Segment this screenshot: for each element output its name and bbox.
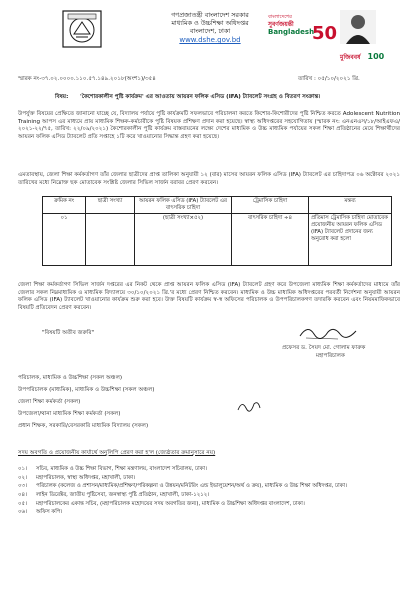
copy-heading: সদয় অবগতি ও প্রয়োজনীয় কার্যার্থে অনুলিপি প্রেরণ করা হ'ল (জ্যেষ্ঠতার ক্রমানুসারে নয়) <box>18 450 216 456</box>
urgent-note: "বিষয়টি অতীব জরুরি" <box>42 330 95 336</box>
table-header-serial: ক্রমিক নং <box>43 197 86 214</box>
list-item-text: লাইন ডিরেক্টর, জাতীয় পুষ্টিসেবা, জনস্বাস্থ্য পুষ্টি প্রতিষ্ঠান, মহাখালী, ঢাকা-১২১২। <box>36 492 210 499</box>
mujib-number: 100 <box>367 52 385 61</box>
table-header-remarks: মন্তব্য <box>309 197 392 214</box>
dshe-logo <box>62 10 102 48</box>
list-item-number: ০৩। <box>18 483 27 490</box>
office-line-1: গণপ্রজাতন্ত্রী বাংলাদেশ সরকার <box>171 11 249 19</box>
demand-table <box>42 196 392 266</box>
recipient-item: উপপরিচালক (মাধ্যমিক), মাধ্যমিক ও উচ্চশিক্ষা (সকল অঞ্চল) <box>18 387 155 393</box>
body-paragraph-1: উপর্যুক্ত বিষয়ের প্রেক্ষিতে জানানো যাচ্ছে যে, বিদ্যালয় পর্যায়ে পুষ্টি কার্যক্রমটি সফলভাবে পরিচালনা করতে কিশোর-কিশোরীদের পুষ্টি নিশ্চিত করতে Adolescent Nutrition Training আপস এর মাধ্যমে প্রায় মাধ্যমিক শিক্ষক-কর্মচারীকে পুষ্টি বিষয়ক প্রশিক্ষণ প্রদান করা হয়েছে। স্বাস্থ্য অধিদপ্তরের সহযোগিতায় (স্মারক নং: এনএনএস/১৮/আইএফএ/২০২১-২২/৭৫, তারিখ: ২২/০৯/২০২১) কৈশোরকালীন পুষ্টি কার্যক্রম বাস্তবায়নের লক্ষ্যে দেশের মাধ্যমিক ও উচ্চ মাধ্যমিক পর্যায়ের সকল শিক্ষা প্রতিষ্ঠানের মেয়ে শিক্ষার্থীদের আয়রন ফলিক এসিড ট্যাবলেট প্রতি সপ্তাহে ১টি করে খাওয়ানোর সিদ্ধান্ত গ্রহণ করা হয়েছে। <box>18 111 400 140</box>
list-item-text: অফিস কপি। <box>36 509 63 516</box>
body-paragraph-2: এমতাবস্থায়, জেলা শিক্ষা কর্মকর্তাগণ তাঁর জেলার ছাত্রীদের প্রাপ্ত তালিকা অনুযায়ী ১২ (বার) মাসের আয়রন ফলিক এসিড (IFA) ট্যাবলেট এর চাহিদাপত্র ০৬ অক্টোবর ২০২১ তারিখের মধ্যে নিম্নোক্ত ছক মোতাবেক সংশ্লিষ্ট জেলার সিভিল সার্জন বরাবর প্রেরণ করবেন। <box>18 172 400 186</box>
list-item-number: ০৬। <box>18 509 27 516</box>
list-item <box>18 466 400 473</box>
subject-text: 'কৈশোরকালীন পুষ্টি কার্যক্রম' এর আওতায় আয়রন ফলিক এসিড (IFA) ট্যাবলেট সংগ্রহ ও বিতরণ সংক্রান্ত। <box>80 94 321 100</box>
list-item-number: ০২। <box>18 474 27 481</box>
table-header-yearly: আয়রন ফলিক এসিড (IFA) ট্যাবলেট এর বাৎসরিক চাহিদা <box>135 197 232 214</box>
memo-number: স্মারক নং-৩৭.০২.০০০০.১১০.৫৭.১৪৯.২০১৮(অংশ১)/৩৫৪ <box>18 76 156 82</box>
recipient-list <box>18 372 154 432</box>
office-line-2: মাধ্যমিক ও উচ্চশিক্ষা অধিদপ্তর <box>171 19 249 27</box>
signatory-name: প্রফেসর ড. সৈয়দ মো. গোলাম ফারুক <box>282 345 366 351</box>
recipient-item: উপজেলা/থানা মাধ্যমিক শিক্ষা কর্মকর্তা (সকল) <box>18 411 121 417</box>
list-item <box>18 509 400 516</box>
office-line-3: বাংলাদেশ, ঢাকা <box>189 27 231 35</box>
mujib-badge <box>340 44 412 61</box>
recipient-item: জেলা শিক্ষা কর্মকর্তা (সকল) <box>18 399 81 405</box>
list-item <box>18 492 400 499</box>
mujib-text: মুজিববর্ষ <box>340 54 361 61</box>
table-header-quarterly: ট্রেমাসিক চাহিদা <box>232 197 309 214</box>
table-cell-serial: ০১ <box>43 214 86 266</box>
initial-mark <box>236 398 262 414</box>
jubilee-line-2: সুবর্ণজয়ন্তী <box>268 21 294 29</box>
mujib-portrait <box>340 10 376 44</box>
list-item-number: ০১। <box>18 466 27 472</box>
website-link[interactable]: www.dshe.gov.bd <box>179 36 241 44</box>
table-cell-yearly: (ছাত্রী সংখ্যা×৫২) <box>135 214 232 266</box>
recipient-item: প্রধান শিক্ষক, সরকারি/বেসরকারি মাধ্যমিক বিদ্যালয় (সকল) <box>18 423 149 429</box>
list-item-number: ০৫। <box>18 500 27 507</box>
list-item-number: ০৪। <box>18 492 27 499</box>
table-header-row <box>43 197 392 214</box>
jubilee-number: 50 <box>312 23 338 44</box>
list-item-text: পরিচালক (কলেজ ও প্রশাসন/মাধ্যমিক/প্রশিক্ষণ/পরিকল্পনা ও উন্নয়ন/মনিটরিং এন্ড ইভালুয়েশন/অর্থ ও ক্রয়), মাধ্যমিক ও উচ্চ শিক্ষা অধিদপ্তর, ঢাকা। <box>36 483 347 490</box>
distribution-list <box>18 466 400 518</box>
table-header-students: ছাত্রী সংখ্যা <box>86 197 135 214</box>
memo-date: তারিখ : ০৫/১০/২০২১ খ্রি. <box>298 76 360 82</box>
list-item-text: মহাপরিচালক, স্বাস্থ্য অধিদপ্তর, মহাখালী, ঢাকা। <box>36 474 136 481</box>
list-item-text: মহাপরিচালকের একান্ত সচিব, (মহাপরিচালক মহোদয়ের সদয় অবগতির জন্য), মাধ্যমিক ও উচ্চশিক্ষা অধিদপ্তর বাংলাদেশ, ঢাকা। <box>36 500 305 507</box>
body-paragraph-3: জেলা শিক্ষা কর্মকর্তাগণ সিভিল সার্জন দপ্তরের এর নিকট থেকে প্রাপ্ত আয়রন ফলিক এসিড (IFA) ট্যাবলেট গ্রহণ করে উপজেলা মাধ্যমিক শিক্ষা কর্মকর্তাদের মাধ্যমে তাঁর জেলার সকল নিম্নমাধ্যমিক ও মাধ্যমিক বিদ্যালয়ে ৩০/১০/২০২১ খ্রি.'র মধ্যে প্রেরণ নিশ্চিত করবেন। মাধ্যমিক ও উচ্চ মাধ্যমিক অধিদপ্তরের পরবর্তী নির্দেশনা অনুযায়ী আয়রন ফলিক এসিড (IFA) ট্যাবলেট খাওয়ানোর কার্যক্রম শুরু করা হবে। উক্ত বিষয়টি কার্যক্রম স্ব-স্ব অফিসের পরিচালক ও উপপরিচালকগণ তদারকি করবেন এবং নিয়মমাফিকভাবে বিষয়টি প্রতিবেদন প্রেরণ করবেন। <box>18 282 400 311</box>
subject-label: বিষয়: <box>55 94 69 100</box>
list-item <box>18 483 400 490</box>
table-row <box>43 214 392 266</box>
jubilee-name: Bangladesh <box>268 28 315 37</box>
jubilee-line-1: বাংলাদেশের <box>268 14 292 20</box>
table-cell-students <box>86 214 135 266</box>
list-item-text: সচিব, মাধ্যমিক ও উচ্চ শিক্ষা বিভাগ, শিক্ষা মন্ত্রণালয়, বাংলাদেশ সচিবালয়, ঢাকা। <box>36 466 207 472</box>
list-item <box>18 501 400 508</box>
jubilee-badge <box>268 14 336 54</box>
table-cell-remarks: প্রতিমাস ট্রেমাসিক চাহিদা মোতাবেক প্রয়োজনীয় আয়রন ফলিক এসিড (IFA) ট্যাবলেট প্রদানের জন্য অনুরোধ করা হলো <box>309 214 392 266</box>
signatory-designation: মহাপরিচালক <box>316 353 345 359</box>
recipient-item: পরিচালক, মাধ্যমিক ও উচ্চশিক্ষা (সকল অঞ্চল) <box>18 375 123 381</box>
list-item <box>18 475 400 482</box>
table-cell-quarterly: বাৎসরিক চাহিদা ÷৪ <box>232 214 309 266</box>
signature <box>298 322 358 342</box>
